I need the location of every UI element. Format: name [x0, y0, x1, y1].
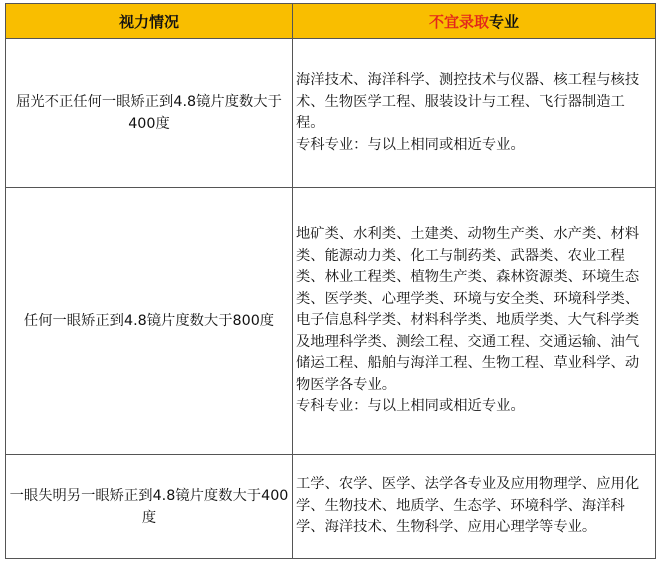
majors-text: 工学、农学、医学、法学各专业及应用物理学、应用化学、生物技术、地质学、生态学、环境科学、海洋科学、海洋技术、生物科学、应用心理学等专业。 [296, 476, 640, 536]
restricted-majors-cell [293, 188, 656, 455]
specialist-text: 专科专业：与以上相同或相近专业。 [296, 398, 525, 415]
table-row [6, 39, 656, 188]
header-restricted-label: 不宜录取 [428, 12, 489, 31]
header-majors-label: 专业 [489, 12, 520, 31]
header-vision-condition: 视力情况 [6, 4, 293, 39]
restricted-majors-cell [293, 39, 656, 188]
table-row [6, 188, 656, 455]
vision-condition-cell: 屈光不正任何一眼矫正到4.8镜片度数大于400度 [6, 39, 293, 188]
table-row [6, 455, 656, 559]
vision-restriction-table [5, 3, 656, 559]
specialist-text: 专科专业：与以上相同或相近专业。 [296, 136, 525, 153]
vision-condition-cell: 一眼失明另一眼矫正到4.8镜片度数大于400度 [6, 455, 293, 559]
table-header-row [6, 4, 656, 39]
restricted-majors-cell [293, 455, 656, 559]
header-restricted-majors [293, 4, 656, 39]
vision-condition-cell: 任何一眼矫正到4.8镜片度数大于800度 [6, 188, 293, 455]
majors-text: 海洋技术、海洋科学、测控技术与仪器、核工程与核技术、生物医学工程、服装设计与工程、飞行器制造工程。 [296, 72, 640, 131]
majors-text: 地矿类、水利类、土建类、动物生产类、水产类、材料类、能源动力类、化工与制药类、武器类、农业工程类、林业工程类、植物生产类、森林资源类、环境生态类、医学类、心理学类、环境与安全类、环境科学类、电子信息科学类、材料科学类、地质学类、大气科学类及地理科学类、测绘工程、交通工程、交通运输、油气储运工程、船舶与海洋工程、生物工程、草业科学、动物医学各专业。 [296, 226, 640, 393]
